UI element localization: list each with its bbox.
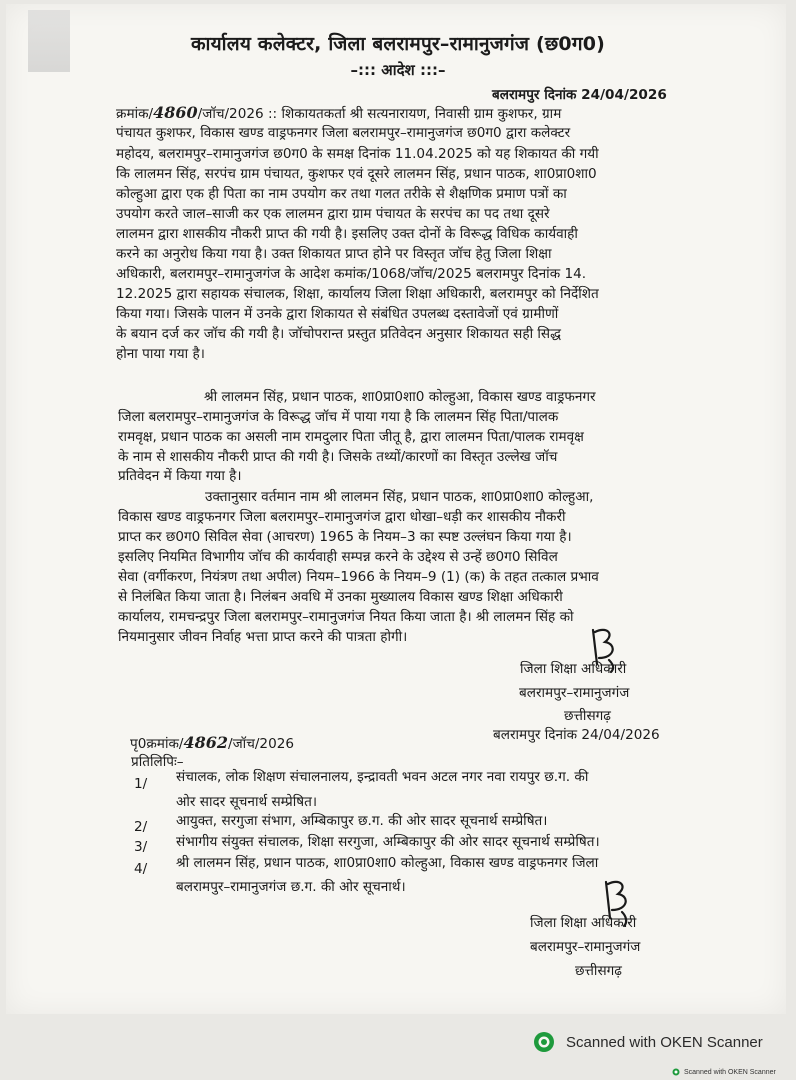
order-body-line: के बयान दर्ज कर जॉच की गयी है। जॉचोपरान्त प्रस्तुत प्रतिवेदन अनुसार शिकायत सही सिद्ध xyxy=(116,326,561,342)
copy-item-text: संचालक, लोक शिक्षण संचालनालय, इन्द्रावती भवन अटल नगर नवा रायपुर छ.ग. की xyxy=(176,769,589,785)
order-body-line: महोदय, बलरामपुर–रामानुजगंज छ0ग0 के समक्ष दिनांक 11.04.2025 को यह शिकायत की गयी xyxy=(116,146,599,162)
order-body-line: नियमानुसार जीवन निर्वाह भत्ता प्राप्त करने की पात्रता होगी। xyxy=(118,629,408,645)
office-title: कार्यालय कलेक्टर, जिला बलरामपुर–रामानुजगंज (छ0ग0) xyxy=(190,33,606,55)
copy-date: बलरामपुर दिनांक 24/04/2026 xyxy=(493,727,660,743)
copy-item-text: बलरामपुर–रामानुजगंज छ.ग. की ओर सूचनार्थ। xyxy=(176,879,406,895)
order-body-line: किया गया। जिसके पालन में उनके द्वारा शिकायत से संबंधित उपलब्ध दस्तावेजों एवं ग्रामीणों xyxy=(116,306,559,322)
order-body-line: सेवा (वर्गीकरण, नियंत्रण तथा अपील) नियम–1966 के नियम–9 (1) (क) के तहत तत्काल प्रभाव xyxy=(118,569,599,585)
order-body-line: लालमन द्वारा शासकीय नौकरी प्राप्त की गयी है। इसलिए उक्त दोनों के विरूद्ध विधिक कार्यवाही xyxy=(116,226,578,242)
copy-number-label: पृ0क्रमांक/ xyxy=(130,736,184,752)
scanner-text: Scanned with OKEN Scanner xyxy=(566,1033,763,1051)
copy-item-number: 2/ xyxy=(134,819,148,835)
order-body-line: प्रतिवेदन में किया गया है। xyxy=(118,468,242,484)
order-body-line: कार्यालय, रामचन्द्रपुर जिला बलरामपुर–रामानुजगंज नियत किया जाता है। श्री लालमन सिंह को xyxy=(118,609,574,625)
order-number-line xyxy=(116,104,561,123)
copy-number-line xyxy=(130,734,294,753)
order-body-line: विकास खण्ड वाड्रफनगर जिला बलरामपुर–रामानुजगंज द्वारा धोखा–धड़ी कर शासकीय नौकरी xyxy=(118,509,566,525)
order-body-line: करने का अनुरोध किया गया है। उक्त शिकायत प्राप्त होने पर विस्तृत जॉच हेतु जिला शिक्षा xyxy=(116,246,552,262)
order-number-handwritten: 4860 xyxy=(153,103,198,122)
copy-item-text: श्री लालमन सिंह, प्रधान पाठक, शा0प्रा0शा0 कोल्हुआ, विकास खण्ड वाड्रफनगर जिला xyxy=(176,855,599,871)
order-body-line: इसलिए नियमित विभागीय जॉच की कार्यवाही सम्पन्न करने के उद्देश्य से उन्हें छ0ग0 सिविल xyxy=(118,549,558,565)
order-body-line: उपयोग करते जाल–साजी कर एक लालमन द्वारा ग्राम पंचायत के सरपंच का पद तथा दूसरे xyxy=(116,206,550,222)
copy-number-rest: /जॉच/2026 xyxy=(228,736,295,752)
scanner-small-text: Scanned with OKEN Scanner xyxy=(684,1068,776,1076)
order-body-line: अधिकारी, बलरामपुर–रामानुजगंज के आदेश कमांक/1068/जॉच/2025 बलरामपुर दिनांक 14. xyxy=(116,266,587,282)
signatory-designation-2: जिला शिक्षा अधिकारी xyxy=(530,915,637,931)
order-body-line: के नाम से शासकीय नौकरी प्राप्त की गयी है। जिसके तथ्यों/कारणों का विस्तृत उल्लेख जॉच xyxy=(118,449,558,465)
order-body-line: उक्तानुसार वर्तमान नाम श्री लालमन सिंह, प्रधान पाठक, शा0प्रा0शा0 कोल्हुआ, xyxy=(205,489,594,505)
order-body-line: जिला बलरामपुर–रामानुजगंज के विरूद्ध जॉच में पाया गया है कि लालमन सिंह पिता/पालक xyxy=(118,409,559,425)
order-date: बलरामपुर दिनांक 24/04/2026 xyxy=(492,87,667,103)
copy-item-number: 3/ xyxy=(134,839,148,855)
oken-logo-icon xyxy=(532,1030,556,1054)
copy-item-text: संभागीय संयुक्त संचालक, शिक्षा सरगुजा, अम्बिकापुर की ओर सादर सूचनार्थ सम्प्रेषित। xyxy=(176,834,600,850)
order-body-line: प्राप्त कर छ0ग0 सिविल सेवा (आचरण) 1965 के नियम–3 का स्पष्ट उल्लंघन किया गया है। xyxy=(118,529,572,545)
order-number-label: क्रमांक/ xyxy=(116,106,154,122)
scanner-watermark xyxy=(532,1030,763,1054)
copy-item-number: 1/ xyxy=(134,776,148,792)
copy-item-text: ओर सादर सूचनार्थ सम्प्रेषित। xyxy=(176,794,318,810)
signatory-district-2: बलरामपुर–रामानुजगंज xyxy=(530,939,641,955)
order-body-line: रामवृक्ष, प्रधान पाठक का असली नाम रामदुलार पिता जीतू है, द्वारा लालमन पिता/पालक रामवृक्ष xyxy=(118,429,584,445)
order-body-line: /जॉच/2026 :: शिकायतकर्ता श्री सत्यनारायण, निवासी ग्राम कुशफर, ग्राम xyxy=(197,106,562,122)
signatory-state-2: छत्तीसगढ़ xyxy=(575,963,622,979)
copy-item-text: आयुक्त, सरगुजा संभाग, अम्बिकापुर छ.ग. की ओर सादर सूचनार्थ सम्प्रेषित। xyxy=(176,813,548,829)
signatory-district-1: बलरामपुर–रामानुजगंज xyxy=(519,685,630,701)
copy-number-handwritten: 4862 xyxy=(183,733,229,752)
signatory-designation-1: जिला शिक्षा अधिकारी xyxy=(520,661,627,677)
order-body-line: श्री लालमन सिंह, प्रधान पाठक, शा0प्रा0शा0 कोल्हुआ, विकास खण्ड वाड्रफनगर xyxy=(204,389,596,405)
order-body-line: पंचायत कुशफर, विकास खण्ड वाड्रफनगर जिला बलरामपुर–रामानुजगंज छ0ग0 द्वारा कलेक्टर xyxy=(116,125,571,141)
oken-small-logo-icon xyxy=(672,1068,680,1076)
order-body-line: से निलंबित किया जाता है। निलंबन अवधि में उनका मुख्यालय विकास खण्ड शिक्षा अधिकारी xyxy=(118,589,563,605)
order-body-line: कोल्हुआ द्वारा एक ही पिता का नाम उपयोग कर तथा गलत तरीके से शैक्षणिक प्रमाण पत्रों का xyxy=(116,186,567,202)
order-body-line: 12.2025 द्वारा सहायक संचालक, शिक्षा, कार्यालय जिला शिक्षा अधिकारी, बलरामपुर को निर्देशित xyxy=(116,286,599,302)
order-heading: –::: आदेश :::– xyxy=(350,61,446,79)
scanner-small-watermark xyxy=(672,1068,776,1076)
order-body-line: होना पाया गया है। xyxy=(116,346,205,362)
copy-item-number: 4/ xyxy=(134,861,148,877)
signatory-state-1: छत्तीसगढ़ xyxy=(564,708,611,724)
copy-heading: प्रतिलिपिः– xyxy=(131,754,184,770)
order-body-line: कि लालमन सिंह, सरपंच ग्राम पंचायत, कुशफर एवं दूसरे लालमन सिंह, प्रधान पाठक, शा0प्रा0शा0 xyxy=(116,166,597,182)
